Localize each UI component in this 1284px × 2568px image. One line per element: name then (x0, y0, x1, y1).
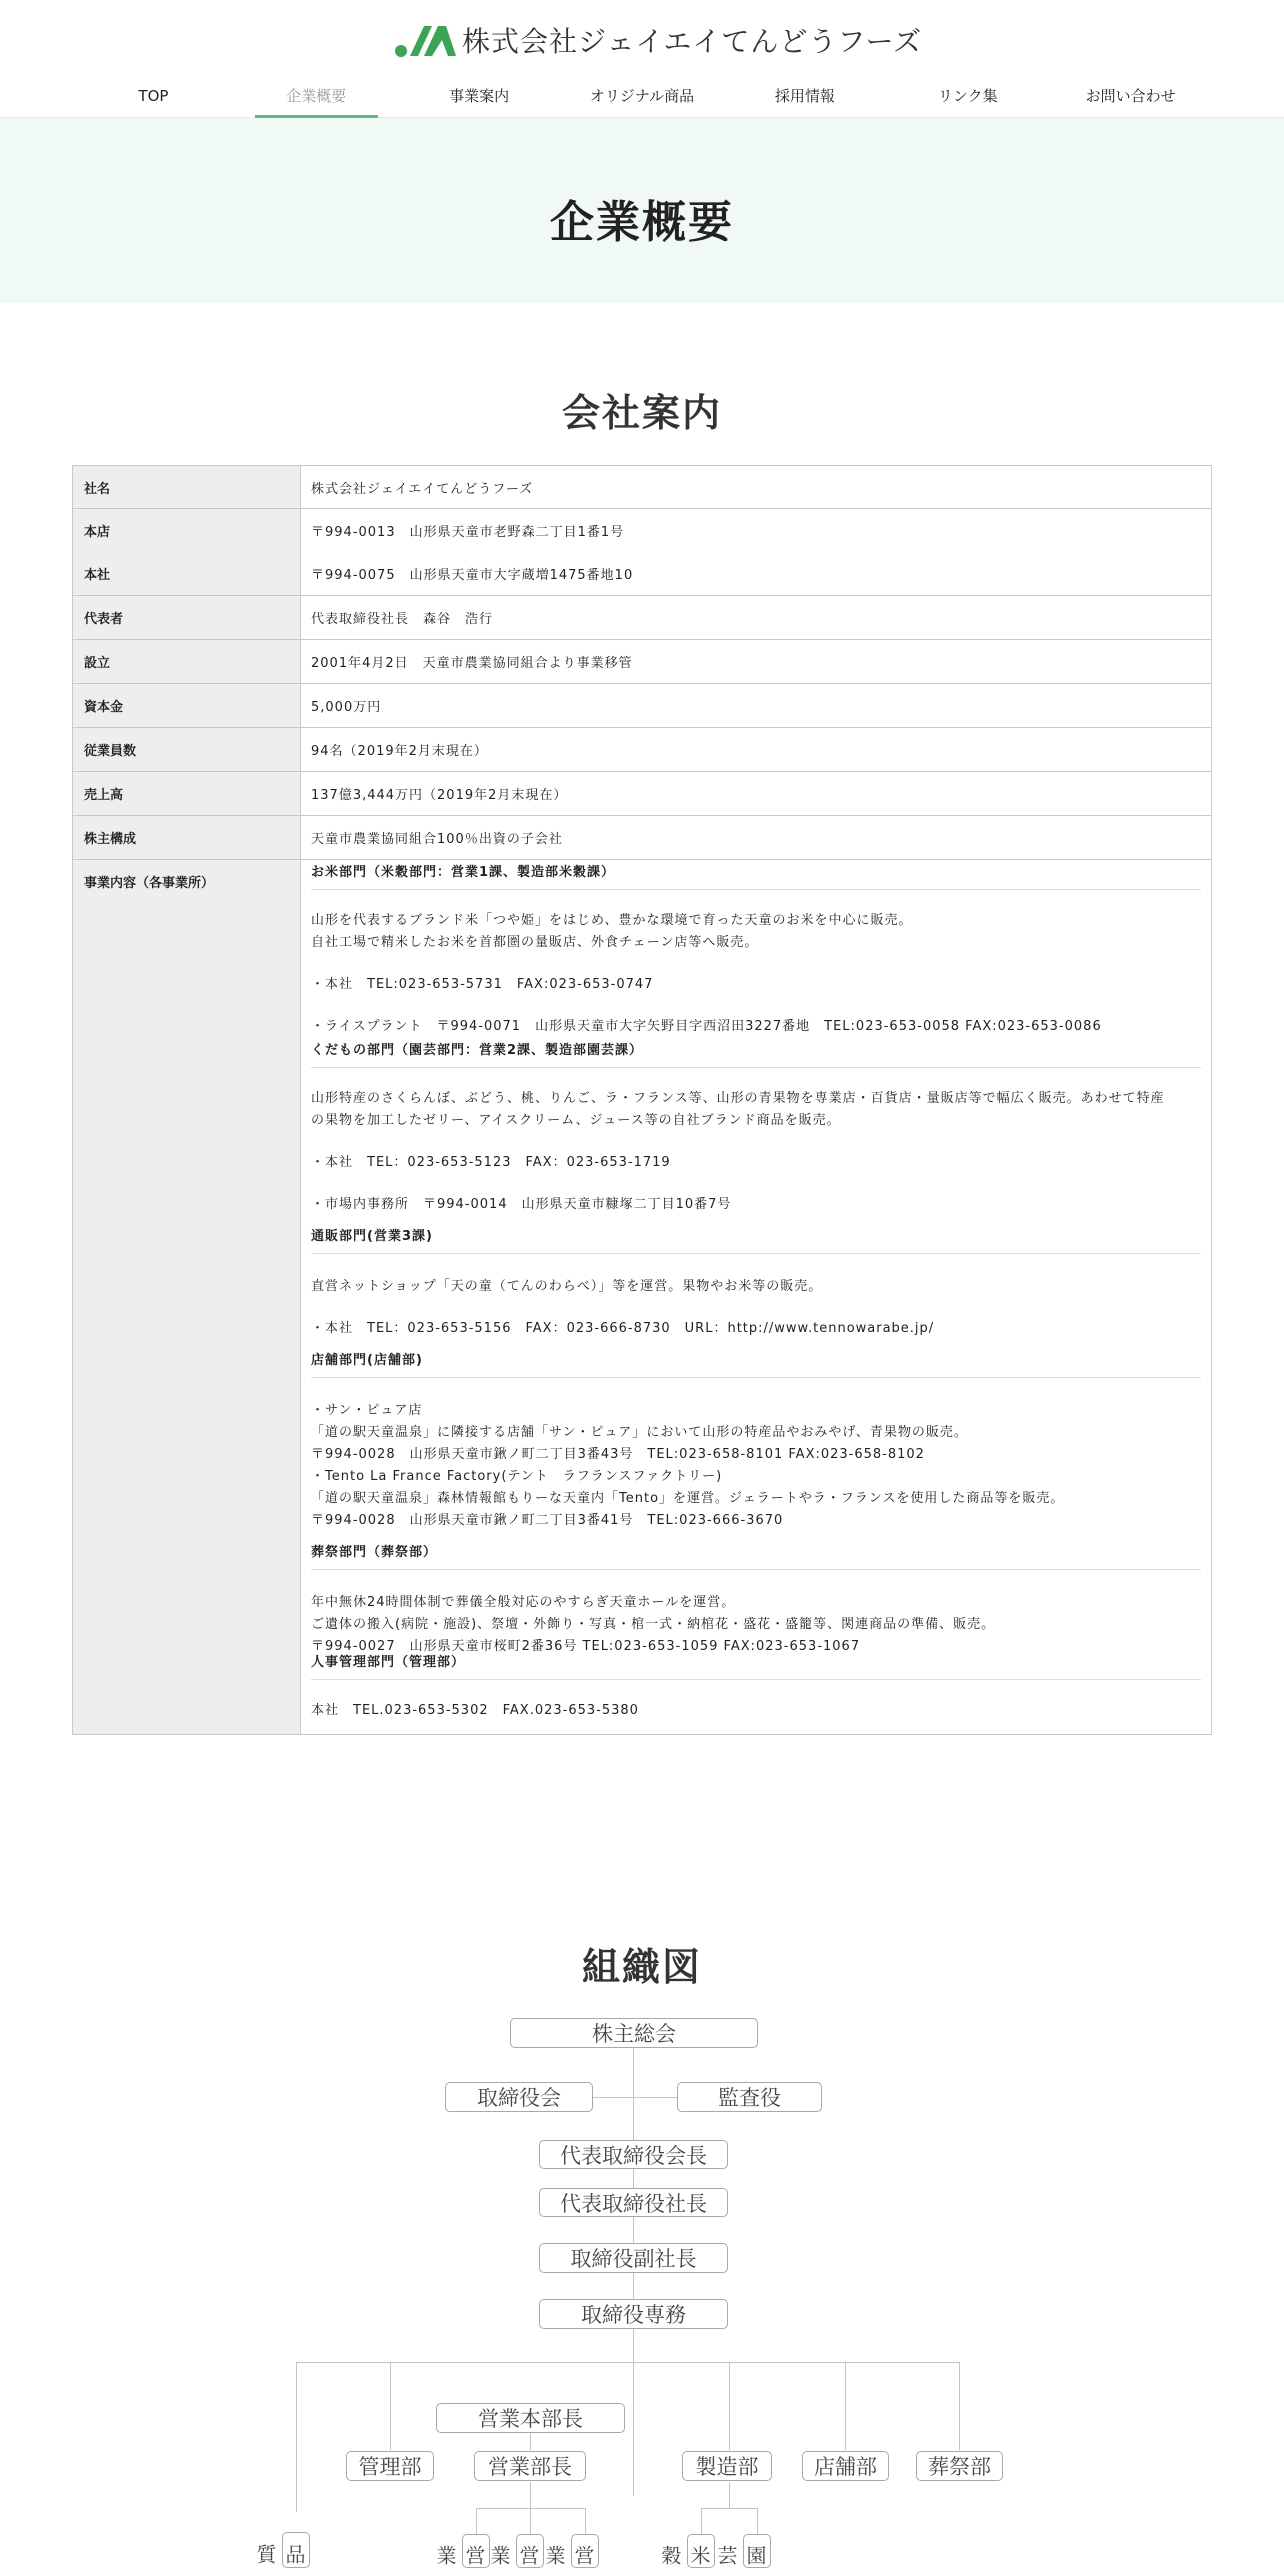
dept-text: の果物を加工したゼリー、アイスクリーム、ジュース等の自社ブランド商品を販売。 (311, 1113, 841, 1128)
company-section-title: 会社案内 (561, 391, 722, 435)
row-label: 本店 (84, 525, 111, 540)
connector-line (476, 2508, 586, 2509)
dept-text: 直営ネットショップ「天の童（てんのわらべ）」等を運営。果物やお米等の販売。 (311, 1279, 823, 1294)
connector-line (729, 2482, 730, 2508)
row-label: 資本金 (73, 684, 301, 727)
ja-logo-icon (394, 20, 456, 60)
logo-text: 株式会社ジェイエイてんどうフーズ (462, 25, 923, 58)
dept-text: 〒994-0027 山形県天童市桜町2番36号 TEL:023-653-1059 FAX:023-653-1067 (311, 1639, 861, 1654)
row-label-group (73, 509, 301, 595)
org-funeral-dept: 葬祭部 (916, 2451, 1003, 2481)
org-sales-manager: 営業部長 (474, 2451, 586, 2481)
dept-text: ご遺体の搬入(病院・施設)、祭壇・外飾り・写真・棺一式・納棺花・盛花・盛籠等、関連商品の準備、販売。 (311, 1617, 996, 1632)
table-row (73, 728, 1211, 772)
dept-heading: お米部門（米穀部門：営業1課、製造部米穀課） (311, 860, 1201, 890)
dept-text: ・Tento La France Factory(テント ラフランスファクトリー) (311, 1469, 723, 1484)
table-row (73, 466, 1211, 509)
dept-text: 〒994-0028 山形県天童市鍬ノ町二丁目3番41号 TEL:023-666-3670 (311, 1513, 784, 1528)
org-sales-sub-1: 営業 (462, 2534, 490, 2568)
dept-text: 〒994-0028 山形県天童市鍬ノ町二丁目3番43号 TEL:023-658-8101 FAX:023-658-8102 (311, 1447, 925, 1462)
nav-top[interactable]: TOP (138, 87, 169, 105)
table-row (73, 816, 1211, 860)
row-label: 株主構成 (73, 816, 301, 859)
connector-line (476, 2508, 477, 2536)
org-manufacturing-dept: 製造部 (682, 2451, 772, 2481)
connector-line (592, 2097, 678, 2098)
row-label: 売上高 (73, 772, 301, 815)
org-shareholders: 株主総会 (510, 2018, 758, 2048)
dept-text: ・ライスプラント 〒994-0071 山形県天童市大字矢野目字西沼田3227番地 TEL:023-653-0058 FAX:023-653-0086 (311, 1019, 1102, 1034)
dept-heading: 葬祭部門（葬祭部） (311, 1532, 1201, 1570)
org-shop-dept: 店舗部 (802, 2451, 889, 2481)
connector-line (729, 2362, 730, 2450)
dept-heading: くだもの部門（園芸部門：営業2課、製造部園芸課） (311, 1038, 1201, 1068)
connector-line (959, 2362, 960, 2450)
org-sales-sub-3: 営業 (571, 2534, 599, 2568)
row-value: 5,000万円 (311, 700, 382, 715)
row-label: 事業内容（各事業所） (73, 860, 301, 1734)
row-value: 94名（2019年2月末現在） (311, 744, 488, 759)
row-value: 株式会社ジェイエイてんどうフーズ (311, 481, 534, 497)
dept-text: 山形を代表するブランド米「つや姫」をはじめ、豊かな環境で育った天童のお米を中心に販売。 (311, 913, 913, 928)
table-row (73, 509, 1211, 596)
connector-line (701, 2508, 702, 2536)
dept-text: ・本社 TEL:023-653-5731 FAX:023-653-0747 (311, 977, 654, 992)
row-value: 〒994-0013 山形県天童市老野森二丁目1番1号 (311, 525, 625, 540)
table-row (73, 596, 1211, 640)
dept-heading: 店舗部門(店舗部) (311, 1340, 1201, 1378)
dept-text: ・本社 TEL：023-653-5156 FAX：023-666-8730 URL：http://www.tennowarabe.jp/ (311, 1321, 935, 1336)
row-label: 設立 (73, 640, 301, 683)
row-label: 代表者 (73, 596, 301, 639)
company-info-table (72, 465, 1212, 1735)
table-row (73, 684, 1211, 728)
table-row (73, 772, 1211, 816)
dept-text: ・サン・ピュア店 (311, 1403, 423, 1418)
org-chart-section (0, 1868, 1284, 2568)
org-chairman: 代表取締役会長 (539, 2140, 728, 2169)
dept-text: ・市場内事務所 〒994-0014 山形県天童市糠塚二丁目10番7号 (311, 1197, 732, 1212)
business-details (301, 860, 1211, 1734)
dept-text: 年中無休24時間体制で葬儀全般対応のやすらぎ天童ホールを運営。 (311, 1595, 736, 1610)
main-nav (72, 80, 1212, 118)
org-auditor: 監査役 (677, 2082, 822, 2112)
row-label: 社名 (73, 466, 301, 508)
connector-line (530, 2433, 531, 2450)
org-senior-director: 取締役専務 (539, 2299, 728, 2329)
row-value: 2001年4月2日 天童市農業協同組合より事業移管 (311, 656, 633, 671)
org-vice-president: 取締役副社長 (539, 2243, 728, 2273)
row-label: 本社 (84, 568, 111, 583)
nav-business[interactable]: 事業案内 (449, 87, 510, 105)
connector-line (757, 2508, 758, 2536)
dept-text: 本社 TEL.023-653-5302 FAX.023-653-5380 (311, 1703, 639, 1718)
connector-line (296, 2362, 960, 2363)
nav-links[interactable]: リンク集 (937, 87, 998, 105)
dept-heading: 通販部門(営業3課) (311, 1216, 1201, 1254)
nav-company-overview[interactable]: 企業概要 (235, 80, 398, 118)
nav-original-products[interactable]: オリジナル商品 (589, 87, 695, 105)
connector-line (296, 2362, 297, 2512)
connector-line (530, 2508, 531, 2536)
row-value: 137億3,444万円（2019年2月末現在） (311, 788, 568, 803)
connector-line (585, 2508, 586, 2536)
nav-contact[interactable]: お問い合わせ (1085, 87, 1176, 105)
dept-text: 山形特産のさくらんぼ、ぶどう、桃、りんご、ラ・フランス等、山形の青果物を専業店・百貨店・量販店等で幅広く販売。あわせて特産 (311, 1091, 1165, 1106)
page-title: 企業概要 (550, 197, 734, 248)
page-hero (0, 118, 1284, 303)
table-row (73, 640, 1211, 684)
row-value: 代表取締役社長 森谷 浩行 (311, 612, 494, 627)
site-header (0, 0, 1284, 118)
org-admin-dept: 管理部 (346, 2451, 434, 2481)
connector-line (390, 2362, 391, 2450)
row-value-group (301, 509, 1211, 595)
org-president: 代表取締役社長 (539, 2188, 728, 2217)
dept-text: 「道の駅天童温泉」森林情報館もりーな天童内「Tento」を運営。ジェラートやラ・フランスを使用した商品等を販売。 (311, 1491, 1065, 1506)
dept-text: ・本社 TEL：023-653-5123 FAX：023-653-1719 (311, 1155, 671, 1170)
org-sales-sub-2: 営業 (516, 2534, 544, 2568)
dept-text: 「道の駅天童温泉」に隣接する店舗「サン・ピュア」において山形の特産品やおみやげ、青果物の販売。 (311, 1425, 968, 1440)
org-board: 取締役会 (445, 2082, 593, 2112)
dept-text: 自社工場で精米したお米を首都圏の量販店、外食チェーン店等へ販売。 (311, 935, 759, 950)
org-sales-hq: 営業本部長 (436, 2403, 625, 2433)
org-rice-dept: 米穀 (687, 2534, 715, 2568)
connector-line (845, 2362, 846, 2450)
logo[interactable] (394, 20, 922, 60)
org-horticulture-dept: 園芸 (743, 2534, 771, 2568)
dept-heading: 人事管理部門（管理部） (311, 1658, 1201, 1680)
table-row (73, 860, 1211, 1734)
connector-line (701, 2508, 757, 2509)
row-value: 〒994-0075 山形県天童市大字蔵増1475番地10 (311, 568, 634, 583)
org-quality-dept: 品質 (282, 2532, 310, 2568)
row-value: 天童市農業協同組合100％出資の子会社 (311, 832, 563, 847)
row-label: 従業員数 (73, 728, 301, 771)
nav-recruit[interactable]: 採用情報 (774, 87, 835, 105)
connector-line (530, 2482, 531, 2508)
org-section-title: 組織図 (581, 1945, 702, 1989)
